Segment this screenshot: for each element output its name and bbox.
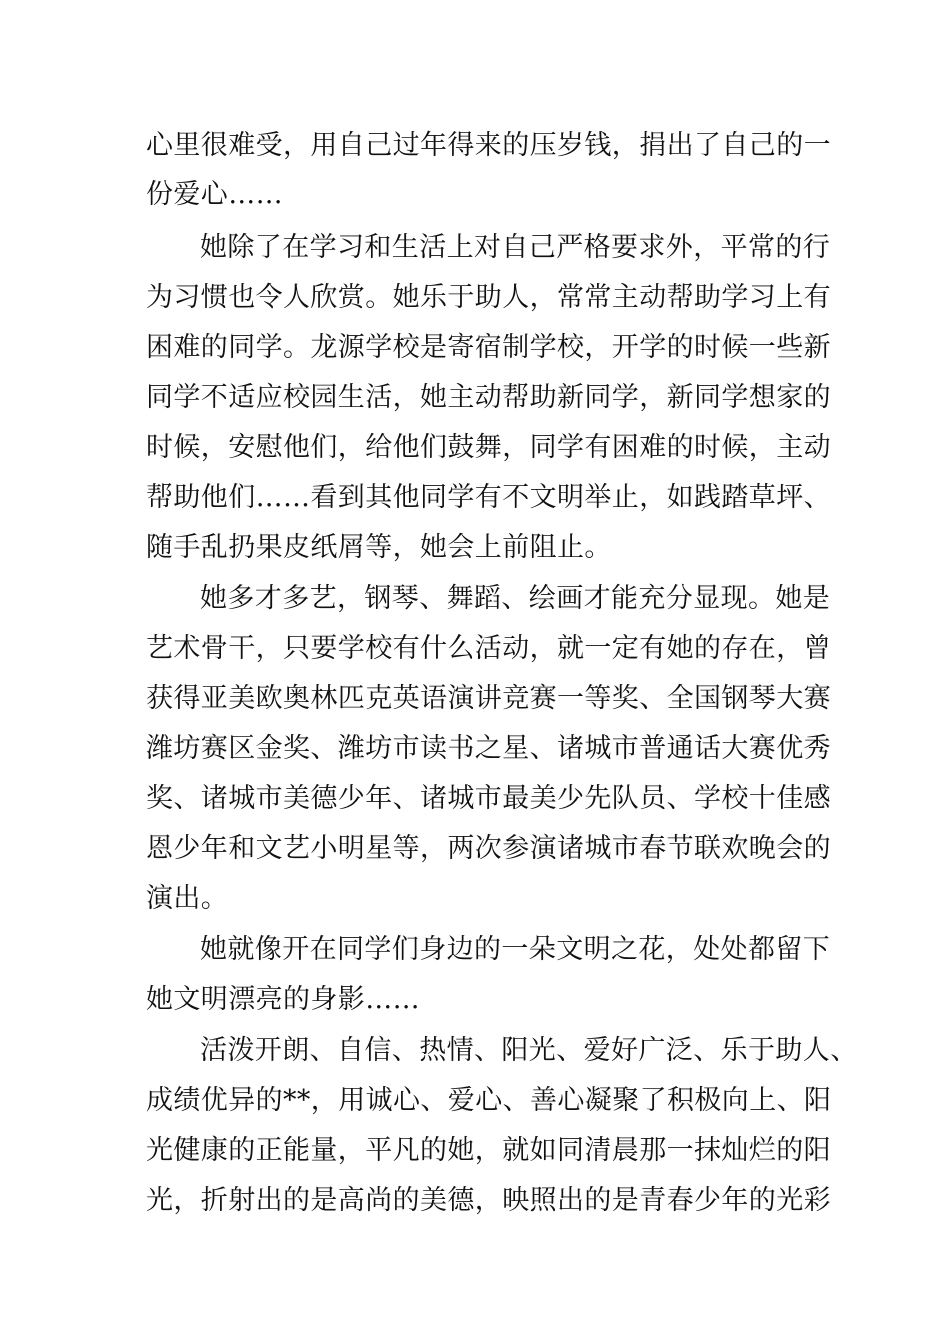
text-line: 成绩优异的**，用诚心、爱心、善心凝聚了积极向上、阳 <box>146 1085 832 1116</box>
paragraph-first-line: 她除了在学习和生活上对自己严格要求外，平常的行 <box>200 232 831 263</box>
text-line: 潍坊赛区金奖、潍坊市读书之星、诸城市普通话大赛优秀 <box>146 733 831 764</box>
text-line: 光健康的正能量，平凡的她，就如同清晨那一抹灿烂的阳 <box>146 1135 831 1166</box>
text-line: 艺术骨干，只要学校有什么活动，就一定有她的存在，曾 <box>146 633 831 664</box>
text-line: 奖、诸城市美德少年、诸城市最美少先队员、学校十佳感 <box>146 783 831 814</box>
text-line: 她文明漂亮的身影…… <box>146 984 420 1015</box>
text-line: 心里很难受，用自己过年得来的压岁钱，捐出了自己的一 <box>146 130 831 161</box>
paragraph-first-line: 她就像开在同学们身边的一朵文明之花，处处都留下 <box>200 934 831 965</box>
paragraph-first-line: 她多才多艺，钢琴、舞蹈、绘画才能充分显现。她是 <box>200 583 831 614</box>
text-line: 为习惯也令人欣赏。她乐于助人，常常主动帮助学习上有 <box>146 282 831 313</box>
text-line: 困难的同学。龙源学校是寄宿制学校，开学的时候一些新 <box>146 332 831 363</box>
text-line: 演出。 <box>146 883 229 914</box>
text-line: 恩少年和文艺小明星等，两次参演诸城市春节联欢晚会的 <box>146 833 831 864</box>
text-line: 光，折射出的是高尚的美德，映照出的是青春少年的光彩 <box>146 1185 831 1216</box>
text-line: 获得亚美欧奥林匹克英语演讲竞赛一等奖、全国钢琴大赛 <box>146 683 831 714</box>
text-line: 份爱心…… <box>146 179 283 210</box>
paragraph-first-line: 活泼开朗、自信、热情、阳光、爱好广泛、乐于助人、 <box>200 1035 858 1066</box>
text-line: 帮助他们……看到其他同学有不文明举止，如践踏草坪、 <box>146 482 831 513</box>
text-line: 同学不适应校园生活，她主动帮助新同学，新同学想家的 <box>146 382 831 413</box>
text-line: 时候，安慰他们，给他们鼓舞，同学有困难的时候，主动 <box>146 432 831 463</box>
text-line: 随手乱扔果皮纸屑等，她会上前阻止。 <box>146 532 612 563</box>
